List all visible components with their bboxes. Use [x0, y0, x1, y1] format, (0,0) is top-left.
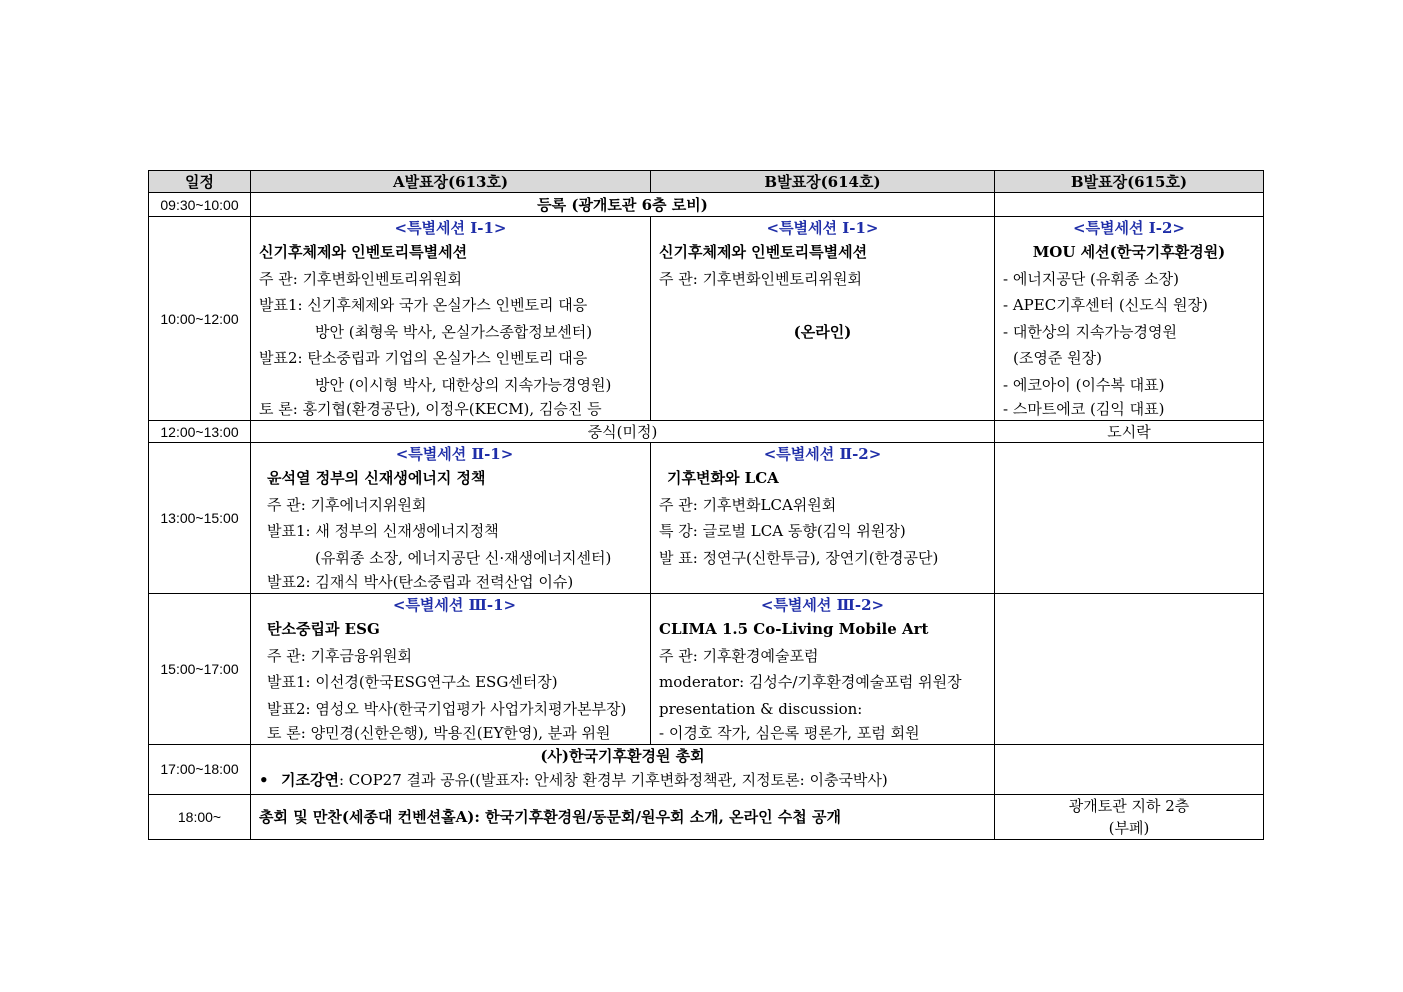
presenters: 발 표: 정연구(신한투금), 장연기(한경공단): [659, 548, 939, 567]
special-lecture: 특 강: 글로벌 LCA 동향(김익 위원장): [659, 522, 906, 540]
talk1-line1: 발표1: 새 정부의 신재생에너지정책: [267, 522, 499, 540]
dinner-room-c: [995, 794, 1264, 839]
panel-line: 토 론: 홍기협(환경공단), 이정우(KECM), 김승진 등: [259, 400, 602, 418]
dinner-row: [149, 794, 1264, 839]
mou-item-4: (조영준 원장): [1013, 349, 1102, 367]
moderator-line: moderator: 김성수/기후환경예술포럼 위원장: [659, 673, 962, 691]
spacer: [659, 292, 986, 319]
session3-room-b: [651, 594, 995, 745]
mou-item-6: - 스마트에코 (김익 대표): [1003, 400, 1165, 418]
session-label: <특별세션 Ⅲ-2>: [760, 596, 885, 614]
presentation-line: presentation & discussion:: [659, 699, 863, 718]
mou-item-3: - 대한상의 지속가능경영원: [1003, 322, 1177, 341]
mou-item-1: - 에너지공단 (유휘종 소장): [1003, 269, 1179, 288]
general-meeting-room-c-empty: [995, 745, 1264, 795]
session-title: 탄소중립과 ESG: [267, 620, 380, 638]
session-label: <특별세션 Ⅲ-1>: [392, 596, 517, 614]
general-meeting-title: (사)한국기후환경원 총회: [540, 747, 705, 765]
registration-row: [149, 193, 1264, 217]
session2-room-b: [651, 443, 995, 594]
general-meeting-cell: [251, 745, 995, 795]
lunch-room-c: 도시락: [995, 421, 1264, 443]
dinner-time: 18:00~: [149, 794, 251, 839]
general-meeting-time: 17:00~18:00: [149, 745, 251, 795]
talk2-line1: 발표2: 탄소중립과 기업의 온실가스 인벤토리 대응: [259, 349, 588, 367]
panel-line: 토 론: 양민경(신한은행), 박용진(EY한영), 분과 위원: [267, 724, 611, 742]
session-host: 주 관: 기후변화인벤토리위원회: [659, 269, 862, 288]
session-title: 신기후체제와 인벤토리특별세션: [259, 243, 468, 261]
mou-item-2: - APEC기후센터 (신도식 원장): [1003, 296, 1208, 314]
talk2-line: 발표2: 김재식 박사(탄소중립과 전력산업 이슈): [267, 573, 574, 591]
session1-room-b: [651, 217, 995, 421]
session3-room-a: [251, 594, 651, 745]
session-title: 신기후체제와 인벤토리특별세션: [659, 243, 868, 261]
talk1-line2: (유휘종 소장, 에너지공단 신·재생에너지센터): [315, 548, 612, 567]
talk2-line: 발표2: 염성오 박사(한국기업평가 사업가치평가본부장): [267, 699, 627, 718]
session2-room-a: [251, 443, 651, 594]
session1-time: 10:00~12:00: [149, 217, 251, 421]
session-label: <특별세션 Ⅰ-1>: [394, 219, 507, 237]
session-host: 주 관: 기후변화LCA위원회: [659, 495, 837, 514]
schedule-table: [148, 170, 1264, 840]
online-note: (온라인): [793, 322, 852, 341]
keynote-text: : COP27 결과 공유((발표자: 안세창 환경부 기후변화정책관, 지정토론: 이충국박사): [338, 771, 888, 789]
header-row: [149, 171, 1264, 193]
dinner-text: 총회 및 만찬(세종대 컨벤션홀A): 한국기후환경원/동문회/원우회 소개, 온라인 수첩 공개: [251, 794, 995, 839]
session-host: 주 관: 기후변화인벤토리위원회: [259, 269, 462, 288]
lunch-time: 12:00~13:00: [149, 421, 251, 443]
session-host: 주 관: 기후에너지위원회: [267, 495, 427, 514]
header-room-c: B발표장(615호): [995, 171, 1264, 193]
header-time: 일정: [149, 171, 251, 193]
header-room-a: A발표장(613호): [251, 171, 651, 193]
session3-row: [149, 594, 1264, 745]
session-label: <특별세션 Ⅰ-2>: [1073, 219, 1185, 237]
keynote-label: 기조강연: [281, 771, 339, 789]
registration-empty: [995, 193, 1264, 217]
dinner-location: 광개토관 지하 2층: [1068, 796, 1190, 815]
session-title: 기후변화와 LCA: [667, 469, 779, 487]
session-title: CLIMA 1.5 Co-Living Mobile Art: [659, 620, 929, 638]
session2-row: [149, 443, 1264, 594]
dinner-buffet: (부페): [1108, 818, 1150, 837]
talk2-line2: 방안 (이시형 박사, 대한상의 지속가능경영원): [315, 375, 612, 394]
talk1-line1: 발표1: 신기후체제와 국가 온실가스 인벤토리 대응: [259, 296, 588, 314]
talk1-line: 발표1: 이선경(한국ESG연구소 ESG센터장): [267, 673, 558, 691]
talk1-line2: 방안 (최형욱 박사, 온실가스종합정보센터): [315, 322, 593, 341]
session2-room-c-empty: [995, 443, 1264, 594]
session-host: 주 관: 기후환경예술포럼: [659, 646, 819, 665]
registration-text: 등록 (광개토관 6층 로비): [251, 193, 995, 217]
session-label: <특별세션 Ⅰ-1>: [766, 219, 879, 237]
session3-room-c-empty: [995, 594, 1264, 745]
general-meeting-row: [149, 745, 1264, 795]
session3-time: 15:00~17:00: [149, 594, 251, 745]
session-host: 주 관: 기후금융위원회: [267, 646, 413, 665]
registration-time: 09:30~10:00: [149, 193, 251, 217]
session2-time: 13:00~15:00: [149, 443, 251, 594]
lunch-text: 중식(미정): [251, 421, 995, 443]
session1-room-c: [995, 217, 1264, 421]
session-title: 윤석열 정부의 신재생에너지 정책: [267, 469, 486, 487]
session1-room-a: [251, 217, 651, 421]
session-label: <특별세션 Ⅱ-2>: [763, 445, 882, 463]
keynote-line: [259, 767, 986, 794]
session-label: <특별세션 Ⅱ-1>: [395, 445, 514, 463]
mou-item-5: - 에코아이 (이수복 대표): [1003, 375, 1165, 394]
people-line: - 이경호 작가, 심은록 평론가, 포럼 회원: [659, 724, 920, 742]
session1-row: [149, 217, 1264, 421]
session-title: MOU 세션(한국기후환경원): [1032, 243, 1226, 261]
lunch-row: [149, 421, 1264, 443]
header-room-b: B발표장(614호): [651, 171, 995, 193]
